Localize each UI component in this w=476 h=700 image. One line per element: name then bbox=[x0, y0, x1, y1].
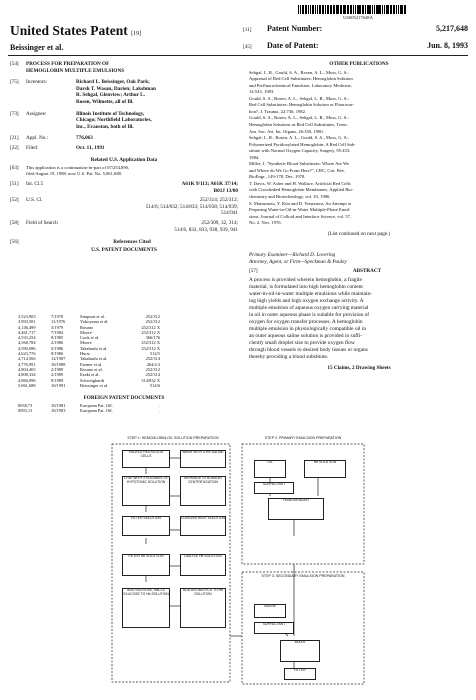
field-ref: [58] bbox=[10, 219, 19, 226]
reference-class: 252/312 X bbox=[141, 329, 160, 335]
barcode-bar bbox=[344, 5, 345, 14]
examiner-block bbox=[249, 252, 469, 371]
patent-number-label: Patent Number: bbox=[267, 24, 323, 33]
assignee-label: Assignee: bbox=[26, 110, 47, 117]
reference-name: Rosano bbox=[80, 324, 94, 330]
patent-title bbox=[10, 24, 141, 41]
uscl-value bbox=[76, 197, 238, 217]
appl-value: 776,063 bbox=[76, 135, 93, 142]
barcode-bar bbox=[405, 5, 406, 14]
box-surfactant-1: SURFACTANT bbox=[254, 482, 294, 494]
barcode-bar bbox=[380, 5, 381, 14]
barcode-bar bbox=[337, 5, 338, 14]
barcode-bar bbox=[322, 5, 323, 14]
other-pubs-heading: OTHER PUBLICATIONS bbox=[329, 61, 389, 67]
inventors-value bbox=[76, 79, 156, 105]
barcode-bar bbox=[312, 5, 313, 14]
reference-class: 252/312 X bbox=[141, 324, 160, 330]
reference-date: 8/1985 bbox=[51, 335, 64, 341]
barcode-bar bbox=[351, 5, 352, 14]
barcode-bar bbox=[355, 5, 356, 14]
publication-line: with Crosslinked Hemoglobin Membranes, Applied Bio- bbox=[249, 187, 354, 193]
publication-line: Polymerized Pyridoxylated Hemoglobin: A Red Cell Sub- bbox=[249, 141, 356, 147]
assignee-ref: [73] bbox=[10, 110, 19, 117]
box-oil: OIL bbox=[254, 460, 286, 478]
intcl-label: Int. Cl.5 bbox=[26, 180, 44, 187]
publication-line: and Where do We Go From Here?", CRC, Crit. Rev. bbox=[249, 167, 346, 173]
filed-value: Oct. 11, 1991 bbox=[76, 144, 105, 151]
title-line: HEMOGLOBIN MULTIPLE EMULSIONS bbox=[26, 67, 125, 74]
step3-title: STEP 3: SECONDARY EMULSION PREPARATION bbox=[261, 574, 345, 578]
assignee-line: Illinois Institute of Technology, bbox=[76, 110, 145, 117]
reference-class: 514/6 bbox=[149, 382, 160, 388]
assignee-field bbox=[10, 111, 238, 131]
abstract-line: in oil in outer aqueous phase is suitable for provision of bbox=[249, 311, 370, 318]
reference-date: 2/1989 bbox=[51, 366, 64, 372]
int-cl-field bbox=[10, 181, 238, 194]
barcode-bar bbox=[325, 5, 326, 14]
title-text: United States Patent bbox=[10, 23, 128, 38]
inventors-field bbox=[10, 79, 238, 105]
reference-number: 4,568,784 bbox=[18, 340, 36, 346]
reference-number: 3,993,581 bbox=[18, 319, 36, 325]
process-flow-diagram bbox=[108, 436, 368, 692]
related-heading: Related U.S. Application Data bbox=[90, 156, 158, 163]
assignee-value bbox=[76, 111, 152, 131]
inventors-line: R. Sehgal, Glenview; Arthur L. bbox=[76, 92, 145, 99]
abstract-line: thereby providing a blood substitute. bbox=[249, 353, 329, 360]
reference-name: Simpson et al. bbox=[80, 314, 106, 319]
title-line: PROCESS FOR PREPARATION OF bbox=[26, 61, 110, 67]
abstract-line: water-in-oil-in-water multiple emulsions while maintain- bbox=[249, 290, 372, 297]
foreign-patent-documents-table bbox=[18, 403, 238, 414]
publication-line: S. Matsumoto, Y. Kita and D. Yonezawa, An Attempt at bbox=[249, 200, 352, 206]
publication-line: Appraisal of Red Cell Substitutes: Hemoglobin Solution bbox=[249, 76, 353, 82]
barcode-bar bbox=[327, 5, 328, 14]
barcode-bar bbox=[367, 5, 368, 14]
assignee-line: Inc., Evanston, both of Ill. bbox=[76, 123, 134, 130]
barcode-bar bbox=[300, 5, 301, 14]
barcode-bar bbox=[362, 5, 364, 14]
reference-class: 252/314 bbox=[145, 372, 160, 378]
date-ref: [45] bbox=[243, 44, 252, 50]
box-lyse: LYSE WITH 3 VOLUMES OF HYPOTONIC SOLUTION bbox=[122, 476, 170, 506]
barcode-bar bbox=[360, 5, 361, 14]
reference-name: Rosano et al. bbox=[80, 366, 103, 372]
intcl-ref: [51] bbox=[10, 180, 19, 187]
barcode-bar bbox=[310, 5, 311, 14]
reference-class: 366/176 bbox=[145, 335, 160, 341]
reference-name: Ezaki et al. bbox=[80, 372, 100, 378]
list-continued: (List continued on next page.) bbox=[327, 230, 391, 237]
box-surfactant-2: SURFACTANT bbox=[254, 622, 294, 634]
uscl-line: 252/314; 252/312; bbox=[199, 197, 238, 204]
appl-label: Appl. No.: bbox=[26, 135, 49, 142]
date-row bbox=[243, 41, 468, 51]
barcode-bar bbox=[376, 5, 377, 14]
barcode-bar bbox=[365, 5, 366, 14]
inventors-label: Inventors: bbox=[26, 79, 48, 86]
box-concentrate: CONCENTRATE SOLUTION bbox=[180, 516, 226, 536]
assignee-line: Chicago; Northfield Laboratories, bbox=[76, 117, 152, 124]
reference-name: European Pat. Off. bbox=[80, 403, 113, 408]
intcl-line: B01J 13/00 bbox=[213, 187, 238, 194]
patent-number-row bbox=[243, 24, 468, 34]
reference-number: 4,808,334 bbox=[18, 372, 36, 378]
publication-line: stitute with Normal Oxygen Capacity, Surgery, 95:433, bbox=[249, 148, 351, 154]
reference-name: Takahashi et al. bbox=[80, 345, 108, 351]
barcode-bar bbox=[330, 5, 331, 14]
title-field-ref: [54] bbox=[10, 61, 19, 67]
barcode-bar bbox=[350, 5, 351, 14]
abstract-line: ciently small droplet size to provide oxygen flow bbox=[249, 339, 355, 346]
publication-line: bon?, J. Trauma, 22:736, 1982. bbox=[249, 108, 307, 114]
barcode-bar bbox=[357, 5, 358, 14]
publication-line: 1984. bbox=[249, 154, 260, 160]
abstract-line: oxygen for oxygen transfer processes. A hemoglobin bbox=[249, 318, 363, 325]
field-line: 252/309, 32, 314; bbox=[201, 219, 238, 226]
uscl-ref: [52] bbox=[10, 197, 19, 204]
left-column bbox=[10, 61, 238, 253]
publication-line: T. Davis, W. Asher and H. Wallace, Artificial Red Cells bbox=[249, 180, 351, 186]
field-value bbox=[76, 220, 238, 233]
barcode-bar bbox=[315, 5, 316, 14]
us-patent-documents-table bbox=[18, 314, 238, 388]
title-ref: [19] bbox=[131, 31, 142, 37]
abstract-heading: ABSTRACT bbox=[352, 268, 382, 275]
barcode-bar bbox=[400, 5, 401, 14]
us-cl-field bbox=[10, 197, 238, 217]
barcode-bar bbox=[305, 5, 307, 14]
reference-row bbox=[18, 383, 238, 388]
patent-number: 5,217,648 bbox=[436, 24, 468, 33]
step2-title: STEP 2: PRIMARY EMULSION PREPARATION bbox=[264, 436, 342, 440]
reference-class: 252/314 bbox=[145, 356, 160, 362]
reference-number: 4,146,499 bbox=[18, 324, 36, 330]
other-publications bbox=[249, 70, 469, 227]
barcode-bar bbox=[331, 5, 332, 14]
box-wash-saline: WASH WITH 0.9% SALINE bbox=[180, 450, 226, 468]
box-filter-hb: FILTER Hb SOLUTION bbox=[122, 554, 170, 576]
barcode-bar bbox=[372, 5, 373, 14]
box-centrifuge: SEPARATE STROMA BY CENTRIFUGATION bbox=[180, 476, 226, 506]
publication-line: Gould, S. A., Rosen, A. L., Sehgal, L. R., Moss, G. S.: bbox=[249, 95, 349, 101]
reference-date: 2/1989 bbox=[51, 372, 64, 378]
abstract-line: multiple emulsion in physiologically compatible oil in bbox=[249, 325, 367, 332]
publication-line: sions, Journal of Colloid and Interface Science, vol. 57, bbox=[249, 213, 352, 219]
barcode-bar bbox=[374, 5, 375, 14]
barcode-bar bbox=[368, 5, 369, 14]
barcode-bar bbox=[317, 5, 318, 14]
reference-class: 252/312 X bbox=[141, 340, 160, 346]
attorney-agent: Attorney, Agent, or Firm—Speckman & Pauley bbox=[249, 258, 347, 265]
appl-no-field bbox=[10, 135, 238, 142]
barcode-bar bbox=[333, 5, 335, 14]
reference-date: 5/1986 bbox=[51, 345, 64, 351]
abstract-line: ing high yields and high oxygen exchange activity. A bbox=[249, 297, 364, 304]
filed-ref: [22] bbox=[10, 144, 19, 151]
header-rule bbox=[8, 55, 468, 56]
abstract-line: through blood vessels to desired body tissues or organs bbox=[249, 346, 368, 353]
appl-ref: [21] bbox=[10, 135, 19, 142]
foreign-docs-heading: FOREIGN PATENT DOCUMENTS bbox=[83, 395, 165, 401]
box-packed-red-cells: PACKED RED BLOOD CELLS bbox=[122, 450, 170, 468]
reference-date: 7/1984 bbox=[51, 329, 64, 335]
reference-name: Hurst bbox=[80, 351, 90, 357]
publication-line: 14:545, 1983. bbox=[249, 89, 275, 95]
uscl-line: 514/941 bbox=[220, 210, 238, 217]
inventors-line: Rosen, Wilmette, all of Ill. bbox=[76, 98, 134, 105]
refs-ref: [56] bbox=[10, 239, 19, 246]
uscl-label: U.S. Cl. bbox=[26, 197, 43, 204]
reference-class: 252/312 bbox=[145, 314, 160, 319]
reference-number: 4,590,086 bbox=[18, 345, 36, 351]
reference-class: . bbox=[158, 408, 160, 414]
publication-line: BioEngr., 149-178, Dec. 1978. bbox=[249, 174, 306, 180]
abstract-ref: [57] bbox=[249, 268, 258, 275]
reference-number: 4,714,566 bbox=[18, 356, 36, 362]
barcode-bar bbox=[391, 5, 392, 14]
uscl-line: 514/6; 514/832; 514/833; 514/938; 514/939; bbox=[145, 203, 238, 210]
reference-date: 7/1970 bbox=[51, 314, 64, 319]
publication-line: Am. Soc. Art. Int. Organs, 26:350, 1980. bbox=[249, 128, 324, 134]
refs-heading: References Cited bbox=[113, 239, 151, 246]
reference-class: 252/312 X bbox=[141, 345, 160, 351]
reference-class: 514/5 bbox=[149, 351, 160, 357]
barcode-bar bbox=[298, 5, 299, 14]
barcode-bar bbox=[393, 5, 395, 14]
reference-number: 5,061,688 bbox=[18, 382, 36, 388]
barcode-bar bbox=[390, 5, 391, 14]
reference-date: 12/1987 bbox=[51, 356, 66, 362]
reference-row bbox=[18, 408, 238, 413]
barcode-bar bbox=[377, 5, 379, 14]
related-line: This application is a continuation-in-part of 07/254,890, bbox=[26, 165, 130, 171]
reference-date: 10/1988 bbox=[51, 361, 66, 367]
reference-date: 3/1979 bbox=[51, 324, 64, 330]
barcode-bar bbox=[313, 5, 314, 14]
publication-line: Sehgal, L. R., Rosen, A. L., Gould, S. A., Moss, G. S.: bbox=[249, 135, 349, 141]
reference-number: 3,523,903 bbox=[18, 314, 36, 319]
barcode-bar bbox=[319, 5, 321, 14]
patent-number-ref: [11] bbox=[243, 27, 252, 33]
related-value bbox=[26, 165, 129, 177]
barcode-bar bbox=[341, 5, 342, 14]
barcode-bar bbox=[398, 5, 399, 14]
reference-name: Moore bbox=[80, 329, 92, 335]
reference-name: European Pat. Off. bbox=[80, 408, 113, 414]
box-filter-solution: FILTER SOLUTION bbox=[122, 516, 170, 536]
barcode-bar bbox=[353, 5, 354, 14]
publication-line: Preparing Water-in-Oil-in-Water Multiple-Phase Emul- bbox=[249, 207, 351, 213]
field-label: Field of Search bbox=[26, 219, 58, 226]
field-line: 514/6, 832, 833, 938, 939, 941 bbox=[174, 226, 238, 233]
reference-name: Cook et al. bbox=[80, 335, 100, 341]
barcode-bar bbox=[336, 5, 337, 14]
reference-number: 4,776,991 bbox=[18, 361, 36, 367]
barcode-bars bbox=[298, 5, 418, 14]
related-ref: [63] bbox=[10, 165, 19, 172]
us-docs-heading: U.S. PATENT DOCUMENTS bbox=[91, 246, 157, 253]
reference-number: 4,461,717 bbox=[18, 329, 36, 335]
reference-date: 2/1986 bbox=[51, 340, 64, 346]
barcode-bar bbox=[343, 5, 344, 14]
reference-name: Takahashi et al. bbox=[80, 356, 108, 362]
reference-name: Schweighardt bbox=[80, 377, 105, 383]
box-dialyze-hb: DIALYZE Hb SOLUTION bbox=[180, 554, 226, 576]
reference-class: 264/4.3 bbox=[146, 361, 160, 367]
filed-field bbox=[10, 145, 238, 152]
barcode-bar bbox=[404, 5, 405, 14]
reference-date: 9/1986 bbox=[51, 351, 64, 357]
reference-number: 4,623,776 bbox=[18, 351, 36, 357]
reference-date: 10/1981 bbox=[51, 403, 66, 408]
box-saline: SALINE bbox=[254, 604, 286, 618]
step1-title: STEP 1: HEMOGLOBIN-OIL SOLUTION PREPARATION bbox=[127, 436, 219, 440]
inventor-short: Beissinger et al. bbox=[10, 43, 64, 52]
barcode-bar bbox=[384, 5, 385, 14]
field-of-search bbox=[10, 220, 238, 233]
box-add-sucrose: ADD SUCROSE, NaCl & GLUCOSE TO Hb SOLUTION bbox=[122, 588, 170, 628]
reference-name: Yokoyama et al. bbox=[80, 319, 109, 325]
related-field bbox=[10, 165, 238, 177]
barcode bbox=[298, 5, 418, 21]
barcode-bar bbox=[303, 5, 304, 14]
right-column bbox=[249, 61, 469, 237]
title-field bbox=[10, 61, 238, 74]
barcode-number: US005217648A bbox=[343, 15, 373, 20]
reference-date: 10/1991 bbox=[51, 382, 66, 388]
reference-class: . bbox=[158, 403, 160, 408]
reference-number: 4,804,465 bbox=[18, 366, 36, 372]
reference-number: 0038,73 bbox=[18, 403, 33, 408]
publication-line: No. 2, Nov. 1976. bbox=[249, 220, 282, 226]
reference-date: 10/1983 bbox=[51, 408, 66, 414]
reference-class: 252/312 bbox=[145, 319, 160, 325]
primary-examiner: Primary Examiner—Richard D. Lovering bbox=[249, 252, 336, 258]
inventors-line: Richard L. Beissinger, Oak Park; bbox=[76, 79, 150, 86]
reference-name: Moore bbox=[80, 340, 92, 346]
barcode-bar bbox=[382, 5, 383, 14]
reference-number: 4,866,096 bbox=[18, 377, 36, 383]
box-filter: FILTER bbox=[284, 668, 316, 680]
references-heading-row bbox=[10, 239, 238, 246]
reference-name: Beissinger et al. bbox=[80, 382, 109, 388]
barcode-bar bbox=[396, 5, 397, 14]
barcode-bar bbox=[370, 5, 371, 14]
barcode-bar bbox=[302, 5, 303, 14]
abstract-line: an outer aqueous saline solution is provided in suffi- bbox=[249, 332, 363, 339]
publication-line: Gould, S. A., Rosen, A. L., Sehgal, L. R., Moss, G. S.: bbox=[249, 115, 349, 121]
barcode-bar bbox=[340, 5, 341, 14]
patent-date: Jun. 8, 1993 bbox=[427, 41, 468, 50]
publication-line: Sehgal, L. R., Gould, S. A., Rosen, A. L., Moss, G. S.: bbox=[249, 69, 349, 75]
barcode-bar bbox=[323, 5, 324, 14]
reference-name: Farmer et al. bbox=[80, 361, 103, 367]
reference-date: 11/1976 bbox=[51, 319, 66, 325]
abstract-line: multiple emulsion of aqueous oxygen carrying material bbox=[249, 304, 369, 311]
box-mixer: MIXER bbox=[280, 640, 320, 662]
box-hb-solution: Hb SOLUTION bbox=[304, 460, 346, 478]
publication-line: Miller, J. "Synthetic Blood Substitutes: Where Are We bbox=[249, 161, 350, 167]
intcl-value bbox=[76, 181, 238, 194]
barcode-bar bbox=[347, 5, 349, 14]
barcode-bar bbox=[386, 5, 387, 14]
barcode-bar bbox=[387, 5, 388, 14]
abstract-body bbox=[249, 277, 469, 361]
barcode-bar bbox=[358, 5, 359, 14]
reference-class: 514/832 X bbox=[141, 377, 160, 383]
barcode-bar bbox=[308, 5, 309, 14]
reference-date: 9/1989 bbox=[51, 377, 64, 383]
abstract-line: material, is formulated into high hemoglobin content bbox=[249, 283, 363, 290]
intcl-line: A61K 9/113; A61K 37/14; bbox=[181, 180, 238, 187]
inventors-line: Darsh T. Wasan, Darien; Lakshman bbox=[76, 85, 156, 92]
box-homogenizer: HOMOGENIZER bbox=[268, 498, 324, 520]
box-add-antibiotics: ADD ANTIBIOTICS TO Hb SOLUTION bbox=[180, 588, 226, 628]
reference-number: 0093,13 bbox=[18, 408, 33, 414]
inventors-ref: [75] bbox=[10, 79, 19, 86]
publication-line: Red Cell Substitutes: Hemoglobin Solution or Fluorocar- bbox=[249, 102, 355, 108]
related-line: filed August 19, 1988, now U.S. Pat. No. 5,061,688. bbox=[26, 171, 123, 177]
publication-line: and Perfluorochemical Emulsion, Laboratory Medicine, bbox=[249, 82, 352, 88]
reference-number: 4,533,254 bbox=[18, 335, 36, 341]
publication-line: Hemoglobin Solutions as Red Cell Substitutes, Trans. bbox=[249, 121, 348, 127]
barcode-bar bbox=[401, 5, 402, 14]
reference-class: 252/312 bbox=[145, 366, 160, 372]
abstract-line: A process is provided wherein hemoglobin, a fragile bbox=[249, 276, 362, 283]
filed-label: Filed: bbox=[26, 144, 39, 151]
claims-count: 15 Claims, 2 Drawing Sheets bbox=[327, 364, 391, 371]
publication-line: chemistry and Biotechnology, vol. 10, 1986. bbox=[249, 193, 331, 199]
date-label: Date of Patent: bbox=[267, 41, 319, 50]
title-field-value bbox=[26, 61, 124, 74]
